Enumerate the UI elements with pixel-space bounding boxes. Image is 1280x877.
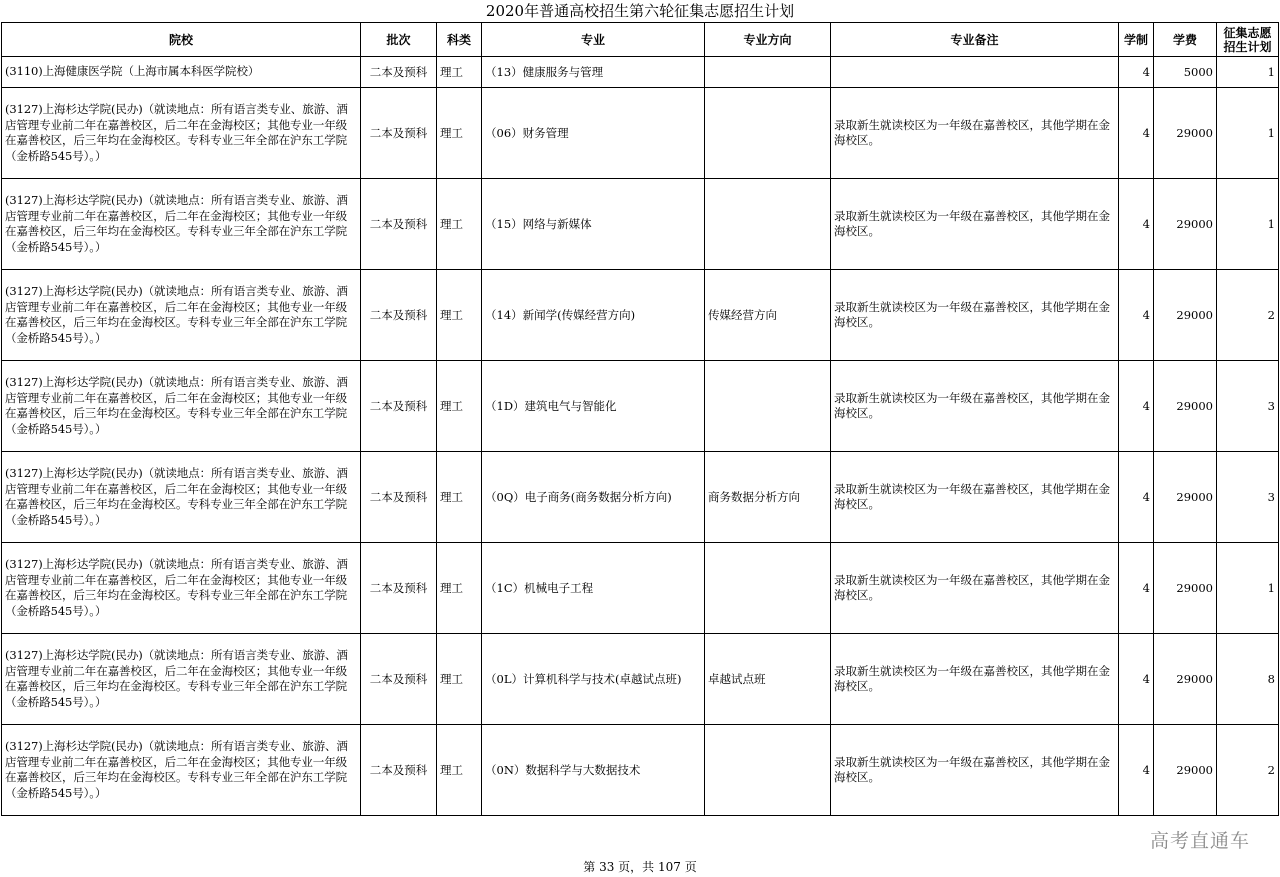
cell-school: (3110)上海健康医学院（上海市属本科医学院校） — [2, 57, 361, 88]
header-remark: 专业备注 — [831, 23, 1119, 57]
cell-major: （1C）机械电子工程 — [482, 543, 705, 634]
cell-major: （0N）数据科学与大数据技术 — [482, 725, 705, 816]
cell-tuition: 29000 — [1154, 88, 1217, 179]
cell-duration: 4 — [1119, 361, 1154, 452]
table-row — [2, 57, 1279, 88]
cell-batch: 二本及预科 — [361, 179, 437, 270]
cell-school: (3127)上海杉达学院(民办)（就读地点：所有语言类专业、旅游、酒店管理专业前二年在嘉善校区，后二年在金海校区；其他专业一年级在嘉善校区，后三年均在金海校区。专科专业三年全部在沪东工学院（金桥路545号）。） — [2, 270, 361, 361]
cell-plan: 8 — [1217, 634, 1279, 725]
cell-remark — [831, 57, 1119, 88]
cell-plan: 2 — [1217, 270, 1279, 361]
cell-category: 理工 — [437, 57, 482, 88]
cell-direction: 卓越试点班 — [705, 634, 831, 725]
header-tuition: 学费 — [1154, 23, 1217, 57]
cell-plan: 3 — [1217, 361, 1279, 452]
header-direction: 专业方向 — [705, 23, 831, 57]
cell-category: 理工 — [437, 543, 482, 634]
cell-direction: 传媒经营方向 — [705, 270, 831, 361]
cell-tuition: 29000 — [1154, 725, 1217, 816]
cell-plan: 2 — [1217, 725, 1279, 816]
cell-batch: 二本及预科 — [361, 452, 437, 543]
cell-tuition: 29000 — [1154, 452, 1217, 543]
cell-duration: 4 — [1119, 270, 1154, 361]
cell-major: （13）健康服务与管理 — [482, 57, 705, 88]
cell-direction — [705, 57, 831, 88]
cell-batch: 二本及预科 — [361, 57, 437, 88]
cell-tuition: 5000 — [1154, 57, 1217, 88]
cell-remark: 录取新生就读校区为一年级在嘉善校区，其他学期在金海校区。 — [831, 88, 1119, 179]
cell-school: (3127)上海杉达学院(民办)（就读地点：所有语言类专业、旅游、酒店管理专业前二年在嘉善校区，后二年在金海校区；其他专业一年级在嘉善校区，后三年均在金海校区。专科专业三年全部在沪东工学院（金桥路545号）。） — [2, 179, 361, 270]
cell-direction — [705, 88, 831, 179]
cell-tuition: 29000 — [1154, 270, 1217, 361]
cell-duration: 4 — [1119, 452, 1154, 543]
table-row — [2, 88, 1279, 179]
cell-remark: 录取新生就读校区为一年级在嘉善校区，其他学期在金海校区。 — [831, 725, 1119, 816]
cell-category: 理工 — [437, 452, 482, 543]
header-duration: 学制 — [1119, 23, 1154, 57]
page-title: 2020年普通高校招生第六轮征集志愿招生计划 — [485, 2, 795, 20]
cell-duration: 4 — [1119, 543, 1154, 634]
cell-batch: 二本及预科 — [361, 270, 437, 361]
cell-category: 理工 — [437, 725, 482, 816]
table-row — [2, 543, 1279, 634]
cell-remark: 录取新生就读校区为一年级在嘉善校区，其他学期在金海校区。 — [831, 270, 1119, 361]
cell-tuition: 29000 — [1154, 634, 1217, 725]
table-row — [2, 361, 1279, 452]
cell-tuition: 29000 — [1154, 179, 1217, 270]
table-row — [2, 179, 1279, 270]
cell-school: (3127)上海杉达学院(民办)（就读地点：所有语言类专业、旅游、酒店管理专业前二年在嘉善校区，后二年在金海校区；其他专业一年级在嘉善校区，后三年均在金海校区。专科专业三年全部在沪东工学院（金桥路545号）。） — [2, 543, 361, 634]
watermark: 高考直通车 — [1149, 830, 1250, 852]
cell-batch: 二本及预科 — [361, 725, 437, 816]
cell-plan: 1 — [1217, 179, 1279, 270]
cell-category: 理工 — [437, 270, 482, 361]
cell-remark: 录取新生就读校区为一年级在嘉善校区，其他学期在金海校区。 — [831, 543, 1119, 634]
cell-remark: 录取新生就读校区为一年级在嘉善校区，其他学期在金海校区。 — [831, 361, 1119, 452]
cell-category: 理工 — [437, 88, 482, 179]
cell-batch: 二本及预科 — [361, 543, 437, 634]
header-row — [2, 23, 1279, 57]
cell-remark: 录取新生就读校区为一年级在嘉善校区，其他学期在金海校区。 — [831, 634, 1119, 725]
cell-direction — [705, 725, 831, 816]
cell-school: (3127)上海杉达学院(民办)（就读地点：所有语言类专业、旅游、酒店管理专业前二年在嘉善校区，后二年在金海校区；其他专业一年级在嘉善校区，后三年均在金海校区。专科专业三年全部在沪东工学院（金桥路545号）。） — [2, 452, 361, 543]
cell-duration: 4 — [1119, 57, 1154, 88]
cell-plan: 1 — [1217, 88, 1279, 179]
cell-school: (3127)上海杉达学院(民办)（就读地点：所有语言类专业、旅游、酒店管理专业前二年在嘉善校区，后二年在金海校区；其他专业一年级在嘉善校区，后三年均在金海校区。专科专业三年全部在沪东工学院（金桥路545号）。） — [2, 88, 361, 179]
cell-plan: 1 — [1217, 57, 1279, 88]
cell-duration: 4 — [1119, 634, 1154, 725]
header-category: 科类 — [437, 23, 482, 57]
cell-plan: 1 — [1217, 543, 1279, 634]
cell-batch: 二本及预科 — [361, 361, 437, 452]
cell-category: 理工 — [437, 179, 482, 270]
cell-school: (3127)上海杉达学院(民办)（就读地点：所有语言类专业、旅游、酒店管理专业前二年在嘉善校区，后二年在金海校区；其他专业一年级在嘉善校区，后三年均在金海校区。专科专业三年全部在沪东工学院（金桥路545号）。） — [2, 361, 361, 452]
cell-major: （15）网络与新媒体 — [482, 179, 705, 270]
cell-major: （14）新闻学(传媒经营方向) — [482, 270, 705, 361]
cell-duration: 4 — [1119, 179, 1154, 270]
table-row — [2, 634, 1279, 725]
cell-batch: 二本及预科 — [361, 88, 437, 179]
cell-major: （06）财务管理 — [482, 88, 705, 179]
cell-direction — [705, 179, 831, 270]
cell-remark: 录取新生就读校区为一年级在嘉善校区，其他学期在金海校区。 — [831, 452, 1119, 543]
table-row — [2, 452, 1279, 543]
cell-duration: 4 — [1119, 88, 1154, 179]
header-batch: 批次 — [361, 23, 437, 57]
cell-duration: 4 — [1119, 725, 1154, 816]
cell-tuition: 29000 — [1154, 361, 1217, 452]
cell-plan: 3 — [1217, 452, 1279, 543]
cell-category: 理工 — [437, 361, 482, 452]
cell-major: （0L）计算机科学与技术(卓越试点班) — [482, 634, 705, 725]
cell-major: （1D）建筑电气与智能化 — [482, 361, 705, 452]
header-major: 专业 — [482, 23, 705, 57]
page-footer: 第 33 页，共 107 页 — [583, 860, 697, 874]
enrollment-plan-table — [1, 22, 1279, 816]
cell-school: (3127)上海杉达学院(民办)（就读地点：所有语言类专业、旅游、酒店管理专业前二年在嘉善校区，后二年在金海校区；其他专业一年级在嘉善校区，后三年均在金海校区。专科专业三年全部在沪东工学院（金桥路545号）。） — [2, 634, 361, 725]
table-row — [2, 725, 1279, 816]
cell-category: 理工 — [437, 634, 482, 725]
header-school: 院校 — [2, 23, 361, 57]
cell-school: (3127)上海杉达学院(民办)（就读地点：所有语言类专业、旅游、酒店管理专业前二年在嘉善校区，后二年在金海校区；其他专业一年级在嘉善校区，后三年均在金海校区。专科专业三年全部在沪东工学院（金桥路545号）。） — [2, 725, 361, 816]
cell-remark: 录取新生就读校区为一年级在嘉善校区，其他学期在金海校区。 — [831, 179, 1119, 270]
cell-direction — [705, 543, 831, 634]
cell-major: （0Q）电子商务(商务数据分析方向) — [482, 452, 705, 543]
cell-batch: 二本及预科 — [361, 634, 437, 725]
table-row — [2, 270, 1279, 361]
cell-tuition: 29000 — [1154, 543, 1217, 634]
cell-direction — [705, 361, 831, 452]
cell-direction: 商务数据分析方向 — [705, 452, 831, 543]
header-plan: 征集志愿招生计划 — [1217, 23, 1279, 57]
